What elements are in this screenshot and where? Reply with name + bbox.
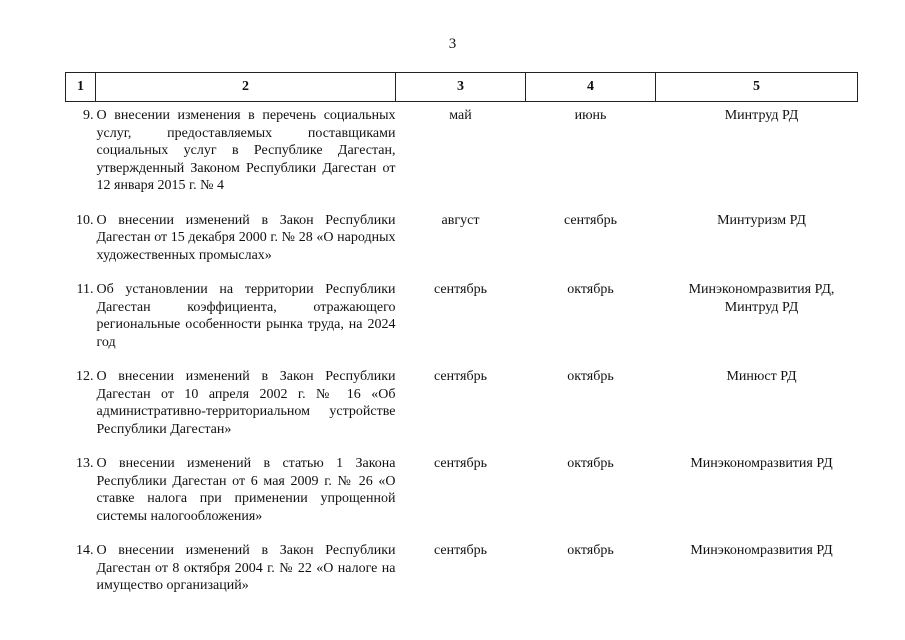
- table-row: [66, 455, 858, 542]
- row-number: 14.: [76, 543, 94, 558]
- column-header-start: 3: [396, 73, 526, 102]
- table-header-row: [66, 73, 858, 102]
- row-end: октябрь: [567, 543, 614, 558]
- table-row: [66, 281, 858, 368]
- row-end: июнь: [574, 108, 607, 123]
- column-header-end: 4: [526, 73, 656, 102]
- column-header-name: 2: [96, 73, 396, 102]
- column-header-number: 1: [66, 73, 96, 102]
- row-title: О внесении изменений в статью 1 Закона Республики Дагестан от 6 мая 2009 г. № 26 «О ставке налога при применении упрощенной системы налогообложения»: [96, 456, 396, 524]
- row-title: О внесении изменений в Закон Республики Дагестан от 8 октября 2004 г. № 22 «О налоге на имущество организаций»: [96, 543, 396, 593]
- row-title: О внесении изменения в перечень социальных услуг, предоставляемых поставщиками социальных услуг в Республике Дагестан, утвержденный Законом Республики Дагестан от 12 января 2015 г. № 4: [96, 108, 396, 193]
- row-number: 9.: [83, 108, 94, 123]
- row-end: сентябрь: [564, 212, 617, 228]
- column-header-executor: 5: [656, 73, 858, 102]
- row-end: октябрь: [567, 369, 614, 384]
- row-executor: Минэкономразвития РД: [690, 543, 833, 558]
- table-row: [66, 542, 858, 595]
- row-start: май: [449, 108, 472, 123]
- table-row: [66, 212, 858, 282]
- table-row: [66, 368, 858, 455]
- row-title: О внесении изменений в Закон Республики Дагестан от 10 апреля 2002 г. № 16 «Об административно-территориальном устройстве Республики Дагестан»: [96, 369, 396, 437]
- row-executor: Минэкономразвития РД: [690, 456, 833, 471]
- row-number: 10.: [76, 212, 94, 228]
- row-start: сентябрь: [434, 543, 487, 558]
- row-start: август: [441, 212, 480, 228]
- row-start: сентябрь: [434, 282, 487, 297]
- row-title: Об установлении на территории Республики Дагестан коэффициента, отражающего региональные особенности рынка труда, на 2024 год: [96, 282, 396, 350]
- row-end: октябрь: [567, 282, 614, 297]
- row-executor: Минтуризм РД: [717, 212, 806, 228]
- row-number: 11.: [76, 282, 94, 297]
- row-number: 13.: [76, 456, 94, 471]
- row-start: сентябрь: [434, 369, 487, 384]
- legislation-plan-table: [65, 72, 858, 595]
- row-end: октябрь: [567, 456, 614, 471]
- row-executor: Минэкономразвития РД, Минтруд РД: [688, 282, 835, 315]
- row-number: 12.: [76, 369, 94, 384]
- page-number: 3: [448, 36, 457, 52]
- row-executor: Минтруд РД: [724, 108, 799, 123]
- table-row: [66, 102, 858, 212]
- row-executor: Минюст РД: [726, 369, 797, 384]
- row-title: О внесении изменений в Закон Республики Дагестан от 15 декабря 2000 г. № 28 «О народных художественных промыслах»: [96, 212, 396, 263]
- row-start: сентябрь: [434, 456, 487, 471]
